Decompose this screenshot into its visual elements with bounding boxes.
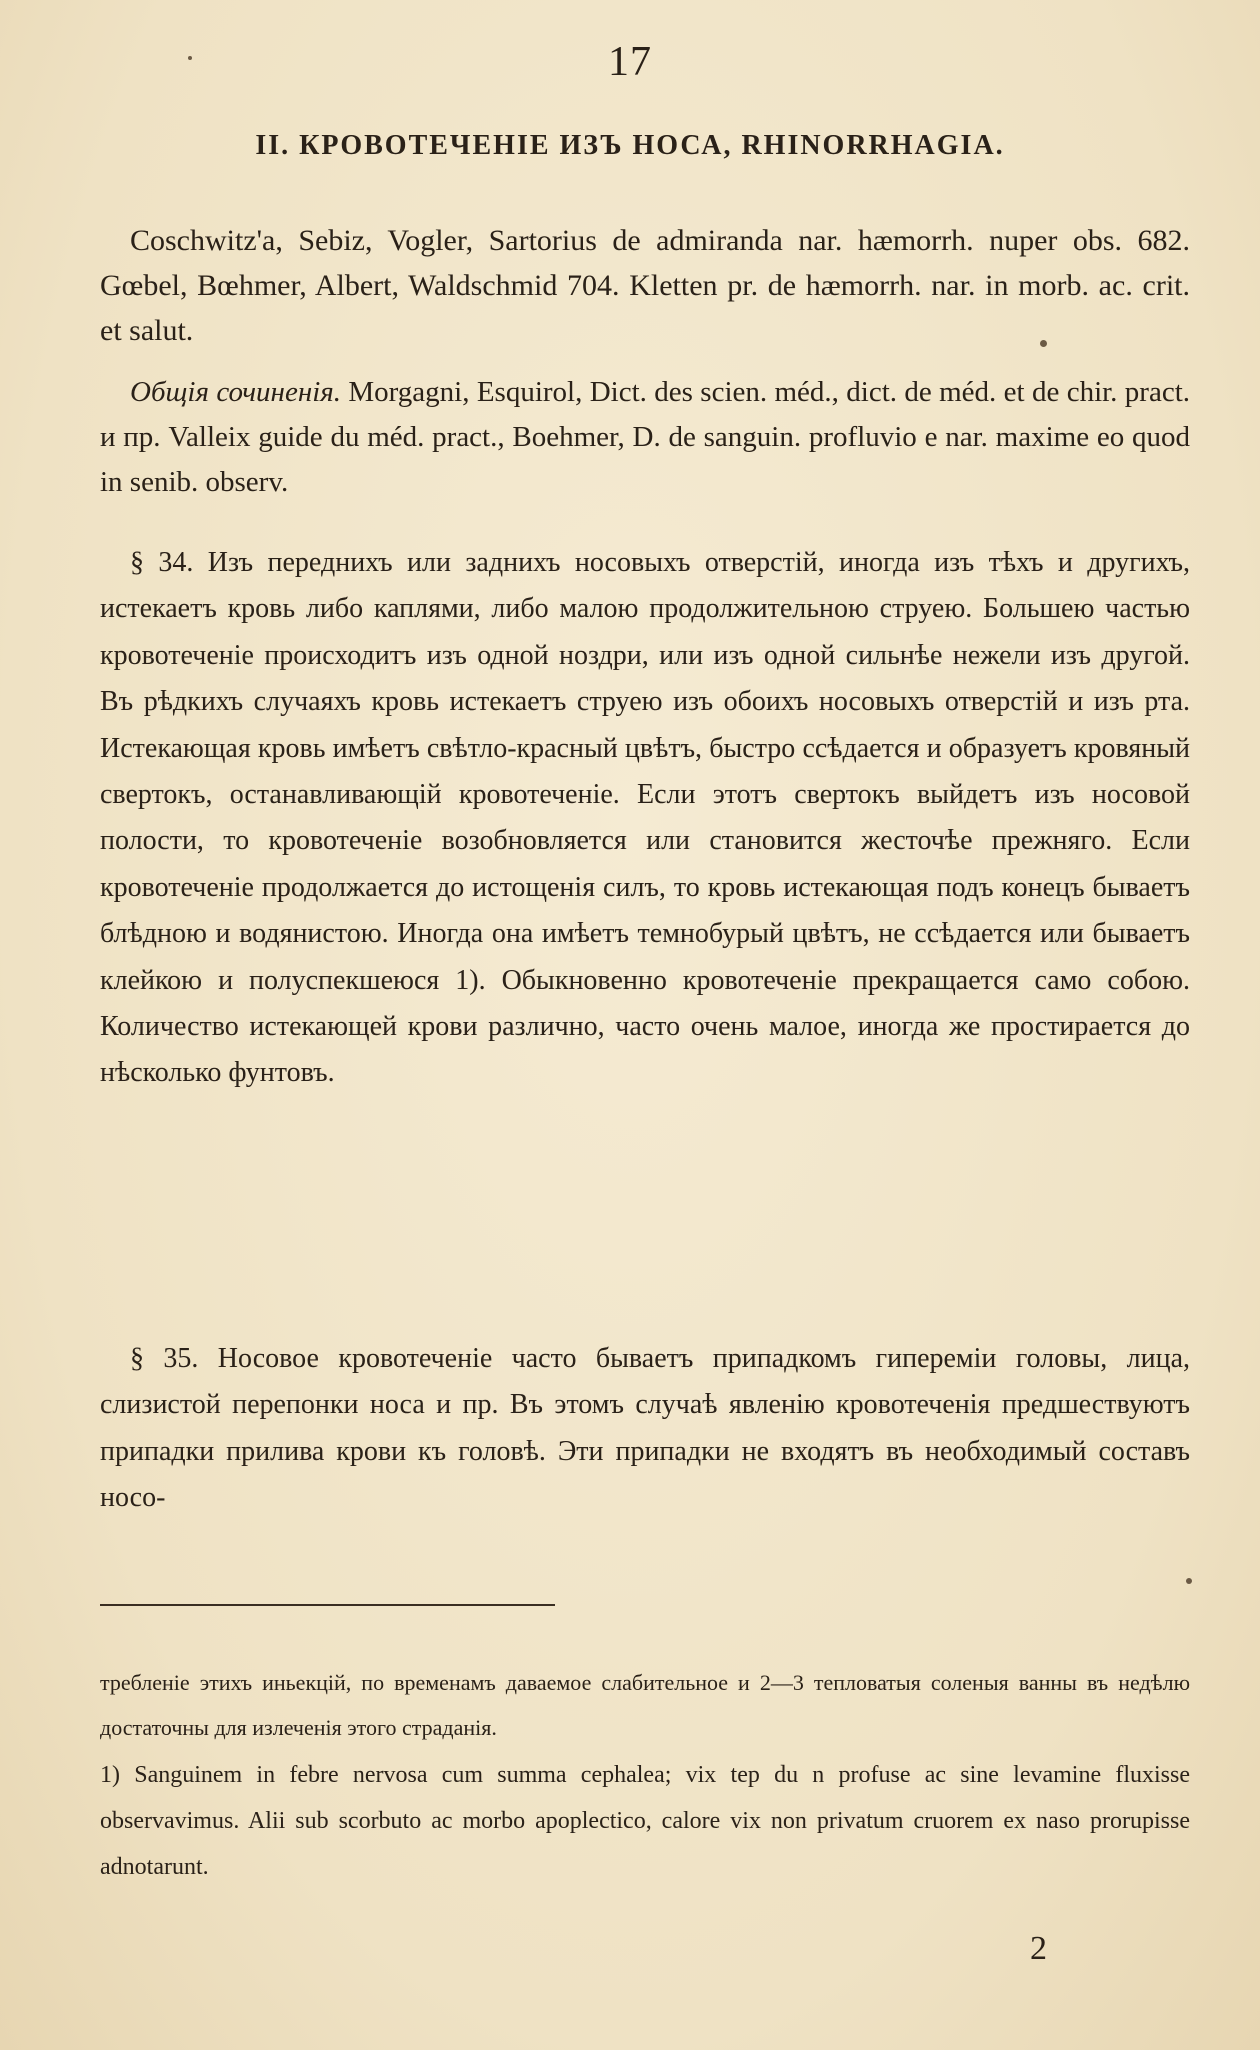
general-works-paragraph <box>100 370 1190 505</box>
footnote-separator <box>100 1604 555 1606</box>
section-35-text: Носовое кровотеченіе часто бываетъ припадкомъ гипереміи головы, лица, слизистой перепонки носа и пр. Въ этомъ случаѣ явленію кровотеченія предшествуютъ припадки прилива крови къ головѣ. Эти припадки не входятъ въ необходимый составъ носо- <box>100 1343 1191 1514</box>
general-works-text: Morgagni, Esquirol, Dict. des scien. méd., dict. de méd. et de chir. pract. и пр. Valleix guide du méd. pract., Boehmer, D. de sanguin. profluvio e nar. maxime eo quod in senib. observ. <box>100 376 1191 498</box>
footnotes <box>100 1660 1190 1890</box>
paper-speck <box>188 56 192 60</box>
section-35 <box>100 1336 1190 1522</box>
general-works-label: Общія сочиненія. <box>130 376 341 408</box>
references-block <box>100 218 1190 353</box>
signature-mark: 2 <box>1030 1930 1047 1967</box>
chapter-title: II. КРОВОТЕЧЕНІЕ ИЗЪ НОСА, RHINORRHAGIA. <box>255 130 1005 161</box>
paper-speck <box>1040 340 1047 347</box>
footnote-continuation: требленіе этихъ иньекцій, по временамъ даваемое слабительное и 2—3 тепловатыя соленыя ванны въ недѣлю достаточны для излеченія этого страданія. <box>100 1670 1190 1740</box>
general-works-block <box>100 370 1190 505</box>
references-text: Coschwitz'a, Sebiz, Vogler, Sartorius de admiranda nar. hæmorrh. nuper obs. 682. Gœbel, Bœhmer, Albert, Waldschmid 704. Kletten pr. de hæmorrh. nar. in morb. ac. crit. et salut. <box>100 224 1190 347</box>
paper-speck <box>1186 1578 1192 1584</box>
section-34-number: § 34. <box>130 547 194 578</box>
footnote-1: 1) Sanguinem in febre nervosa cum summa cephalea; vix tep du n profuse ac sine levamine fluxisse observavimus. Alii sub scorbuto ac morbo apoplectico, calore vix non privatum cruorem ex naso prorupisse adnotarunt. <box>100 1762 1190 1880</box>
section-34 <box>100 540 1190 1097</box>
section-35-number: § 35. <box>130 1343 199 1374</box>
section-34-paragraph <box>100 540 1190 1097</box>
section-34-text: Изъ переднихъ или заднихъ носовыхъ отверстій, иногда изъ тѣхъ и другихъ, истекаетъ кровь либо каплями, либо малою продолжительною струею. Большею частью кровотеченіе происходитъ изъ одной ноздри, или изъ одной сильнѣе нежели изъ другой. Въ рѣдкихъ случаяхъ кровь истекаетъ струею изъ обоихъ носовыхъ отверстій и изъ рта. Истекающая кровь имѣетъ свѣтло-красный цвѣтъ, быстро ссѣдается и образуетъ кровяный свертокъ, останавливающій кровотеченіе. Если этотъ свертокъ выйдетъ изъ носовой полости, то кровотеченіе возобновляется или становится жесточѣе прежняго. Если кровотеченіе продолжается до истощенія силъ, то кровь истекающая подъ конецъ бываетъ блѣдною и водянистою. Иногда она имѣетъ темнобурый цвѣтъ, не ссѣдается или бываетъ клейкою и полуспекшеюся 1). Обыкновенно кровотеченіе прекращается само собою. Количество истекающей крови различно, часто очень малое, иногда же простирается до нѣсколько фунтовъ. <box>100 547 1191 1089</box>
section-35-paragraph <box>100 1336 1190 1522</box>
page-number: 17 <box>608 39 652 85</box>
